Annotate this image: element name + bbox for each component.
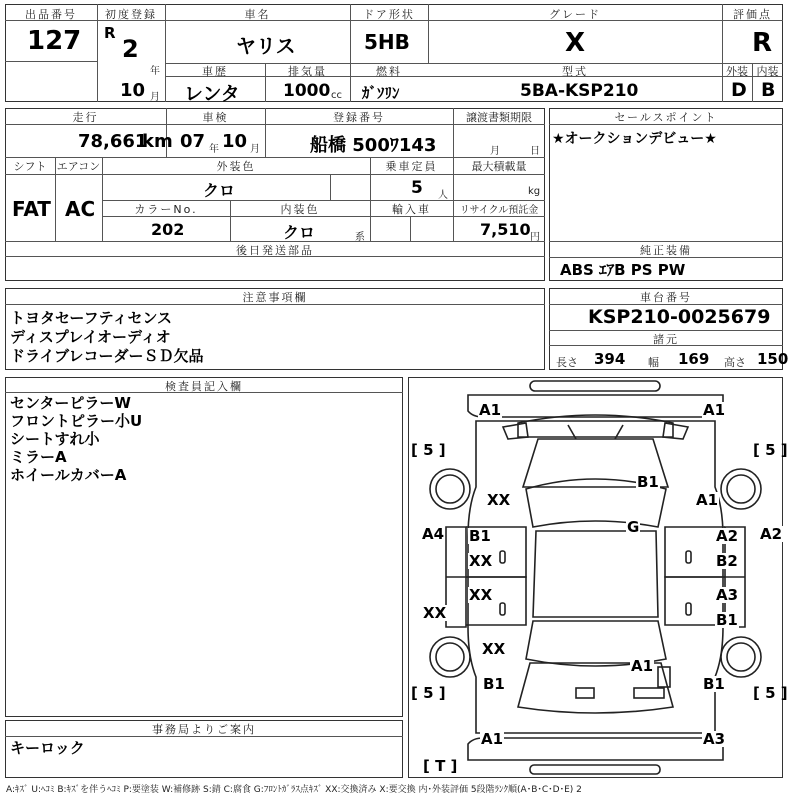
inspector-label: 検査員記入欄 (165, 380, 243, 393)
transfer-label: 譲渡書類期限 (466, 111, 532, 124)
month-unit: 月 (150, 92, 160, 103)
car-outline-diagram (408, 377, 783, 778)
length-label: 長さ (556, 356, 578, 369)
note-line: トヨタセーフティセンス (10, 309, 173, 327)
door-label: ドア形状 (363, 8, 415, 21)
chassis-label: 車台番号 (640, 291, 692, 304)
car-name-label: 車名 (244, 8, 271, 21)
width: 169 (678, 350, 710, 368)
inspector-line: シートすれ小 (10, 430, 100, 448)
yen-unit: 円 (530, 232, 540, 243)
year-unit: 年 (150, 66, 160, 77)
damage-mark: B1 (703, 675, 725, 693)
inspection-label: 車検 (202, 111, 229, 124)
first-reg-month: 10 (120, 80, 146, 101)
ac: AC (65, 197, 96, 221)
fuel: ｶﾞｿﾘﾝ (362, 84, 400, 102)
capacity-label: 乗車定員 (385, 160, 438, 173)
later-parts-label: 後日発送部品 (236, 244, 314, 257)
damage-mark: XX (487, 491, 511, 509)
exterior-grade: D (731, 79, 747, 101)
plate: 船橋 500ﾜ143 (310, 135, 437, 156)
ac-label: エアコン (56, 160, 101, 173)
chassis-number: KSP210-0025679 (588, 306, 771, 328)
era: R (104, 24, 116, 42)
tire-tread-right-top: [ 5 ] (753, 441, 788, 459)
height-label: 高さ (724, 356, 746, 369)
recycle-fee: 7,510 (480, 220, 531, 239)
damage-mark: A1 (696, 491, 719, 509)
ext-color-label: 外装色 (216, 160, 256, 173)
damage-mark: G (627, 518, 640, 536)
inspector-line: センターピラーW (10, 394, 131, 412)
damage-mark: B1 (716, 611, 738, 629)
inspector-line: ミラーA (10, 448, 67, 466)
exterior-label: 外装 (726, 65, 748, 78)
damage-mark: A2 (760, 525, 783, 543)
damage-mark: A1 (631, 657, 654, 675)
score-label: 評価点 (733, 8, 772, 21)
note-line: ディスプレイオーディオ (10, 328, 171, 346)
fuel-label: 燃料 (376, 65, 402, 78)
tire-tread-right-bottom: [ 5 ] (753, 684, 788, 702)
spare-tire-label: [ T ] (423, 757, 458, 775)
km-unit: km (142, 131, 173, 152)
capacity: 5 (411, 178, 423, 198)
damage-mark: XX (469, 552, 493, 570)
damage-mark: A1 (481, 730, 504, 748)
model: 5BA-KSP210 (520, 81, 639, 101)
damage-mark: B1 (637, 473, 659, 491)
equipment: ABS ｴｱB PS PW (560, 261, 686, 279)
inspection-month-unit: 月 (250, 144, 260, 155)
damage-mark: B1 (483, 675, 505, 693)
recycle-label: リサイクル預託金 (459, 205, 539, 216)
shift: FAT (12, 197, 51, 221)
import-label: 輸入車 (392, 203, 431, 216)
color-no-label: カラーNo. (134, 203, 198, 216)
inspection-year: 07 (180, 131, 206, 152)
equip-label: 純正装備 (640, 244, 692, 257)
mileage: 78,661 (78, 131, 148, 152)
door-type: 5HB (364, 30, 410, 54)
model-label: 型式 (562, 65, 588, 78)
interior-grade: B (761, 79, 776, 101)
note-line: ドライブレコーダーＳＤ欠品 (10, 347, 204, 365)
tire-tread-left-top: [ 5 ] (411, 441, 446, 459)
transfer-day-unit: 日 (530, 146, 540, 157)
damage-mark: XX (469, 586, 493, 604)
interior-label: 内装 (756, 65, 779, 78)
history-label: 車歴 (202, 65, 228, 78)
ext-color: クロ (203, 181, 236, 200)
lot-number: 127 (27, 26, 82, 56)
first-reg-label: 初度登録 (105, 8, 157, 21)
history: レンタ (184, 83, 240, 105)
displacement: 1000 (283, 81, 331, 101)
office-text: キーロック (10, 739, 85, 757)
office-label: 事務局よりご案内 (152, 723, 256, 736)
lot-label: 出品番号 (25, 8, 77, 21)
length: 394 (594, 350, 626, 368)
shift-label: シフト (13, 160, 47, 173)
sales-text: ★オークションデビュー★ (552, 131, 717, 147)
damage-mark: B1 (469, 527, 491, 545)
damage-mark: XX (482, 640, 506, 658)
specs-label: 諸元 (653, 333, 679, 346)
damage-mark: B2 (716, 552, 738, 570)
damage-mark: A4 (422, 525, 445, 543)
color-no: 202 (151, 220, 185, 239)
inspector-line: フロントピラー小U (10, 412, 143, 430)
notes-label: 注意事項欄 (242, 291, 308, 304)
score: R (752, 28, 773, 58)
displacement-label: 排気量 (288, 65, 327, 78)
height: 150 (757, 350, 789, 368)
max-load-label: 最大積載量 (471, 160, 527, 173)
mileage-label: 走行 (72, 111, 99, 124)
first-reg-year: 2 (122, 35, 139, 63)
int-color-label: 内装色 (280, 203, 320, 216)
inspector-line: ホイールカバーA (10, 466, 127, 484)
damage-mark: A3 (703, 730, 726, 748)
capacity-unit: 人 (438, 190, 448, 201)
inspection-month: 10 (222, 131, 248, 152)
max-load-unit: kg (528, 186, 541, 197)
sales-label: セールスポイント (614, 111, 718, 124)
int-color: クロ (283, 223, 316, 242)
cc-unit: cc (331, 90, 342, 101)
int-color-unit: 系 (355, 232, 365, 243)
damage-mark: XX (423, 604, 447, 622)
plate-label: 登録番号 (333, 111, 385, 124)
inspection-year-unit: 年 (209, 144, 219, 155)
damage-mark: A3 (716, 586, 739, 604)
damage-mark: A1 (703, 401, 726, 419)
damage-mark: A2 (716, 527, 739, 545)
car-name: ヤリス (236, 34, 296, 58)
transfer-month-unit: 月 (490, 146, 500, 157)
legend-footer: A:ｷｽﾞ U:ﾍｺﾐ B:ｷｽﾞを伴うﾍｺﾐ P:要塗装 W:補修跡 S:錆 C:腐食 G:ﾌﾛﾝﾄｶﾞﾗｽ点ｷｽﾞ XX:交換済み X:要交換 内･外装評価 5段階ﾗﾝｸ順(A･B･C･D･E) 2 (6, 785, 582, 795)
width-label: 幅 (648, 356, 659, 369)
grade-label: グレード (549, 8, 601, 21)
grade: X (565, 28, 586, 58)
tire-tread-left-bottom: [ 5 ] (411, 684, 446, 702)
damage-mark: A1 (479, 401, 502, 419)
